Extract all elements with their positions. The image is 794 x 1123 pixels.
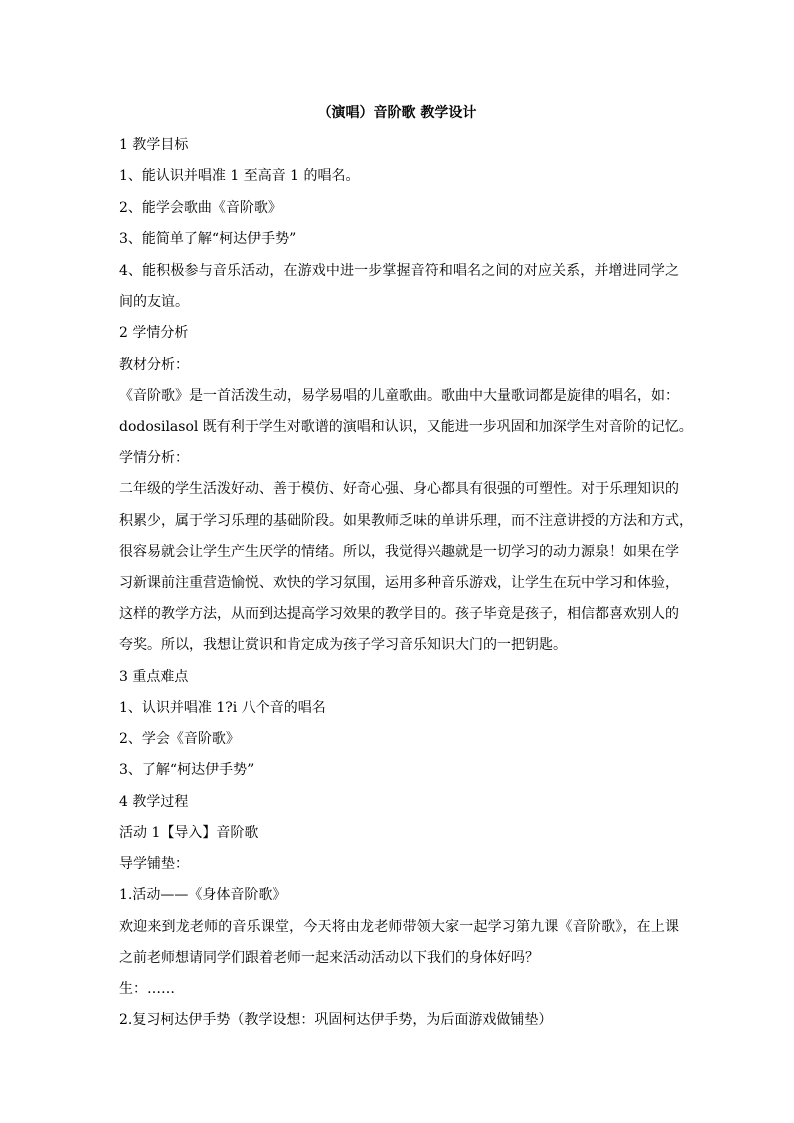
- section-heading-key-points: 3 重点难点: [119, 669, 189, 685]
- activity-step-1: 1.活动——《身体音阶歌》: [119, 887, 287, 903]
- student-analysis-text: 二年级的学生活泼好动、善于模仿、好奇心强、身心都具有很强的可塑性。对于乐理知识的: [119, 481, 679, 497]
- key-point-item-2: 2、学会《音阶歌》: [119, 731, 240, 747]
- teacher-speech-text: 欢迎来到龙老师的音乐课堂，今天将由龙老师带领大家一起学习第九课《音阶歌》，在上课: [119, 919, 679, 935]
- student-analysis-text: 习新课前注重营造愉悦、欢快的学习氛围，运用多种音乐游戏，让学生在玩中学习和体验，: [119, 575, 679, 591]
- student-analysis-label: 学情分析：: [119, 450, 189, 466]
- objective-item-3: 3、能简单了解“柯达伊手势”: [119, 231, 297, 247]
- objective-item-4: 4、能积极参与音乐活动，在游戏中进一步掌握音符和唱名之间的对应关系，并增进同学之: [119, 263, 679, 279]
- section-heading-analysis: 2 学情分析: [119, 325, 189, 341]
- material-analysis-text: dodosilasol 既有利于学生对歌谱的演唱和认识，又能进一步巩固和加深学生对音阶的记忆。: [119, 419, 693, 435]
- objective-item-4-continued: 间的友谊。: [119, 294, 189, 310]
- teacher-speech-text: 之前老师想请同学们跟着老师一起来活动活动以下我们的身体好吗？: [119, 950, 539, 966]
- guide-label: 导学铺垫：: [119, 856, 189, 872]
- material-analysis-text: 《音阶歌》是一首活泼生动，易学易唱的儿童歌曲。歌曲中大量歌词都是旋律的唱名，如：: [119, 388, 679, 404]
- document-title: （演唱）音阶歌 教学设计: [317, 105, 477, 121]
- student-analysis-text: 这样的教学方法，从而到达提高学习效果的教学目的。孩子毕竟是孩子，相信都喜欢别人的: [119, 606, 679, 622]
- student-analysis-text: 很容易就会让学生产生厌学的情绪。所以，我觉得兴趣就是一切学习的动力源泉！如果在学: [119, 544, 679, 560]
- activity-heading: 活动 1【导入】音阶歌: [119, 825, 259, 841]
- student-analysis-text: 夸奖。所以，我想让赏识和肯定成为孩子学习音乐知识大门的一把钥匙。: [119, 637, 567, 653]
- key-point-item-3: 3、了解“柯达伊手势”: [119, 762, 255, 778]
- material-analysis-label: 教材分析：: [119, 357, 189, 373]
- key-point-item-1: 1、认识并唱准 1?i 八个音的唱名: [119, 700, 326, 716]
- student-response: 生：……: [119, 981, 175, 997]
- objective-item-2: 2、能学会歌曲《音阶歌》: [119, 200, 282, 216]
- student-analysis-text: 积累少，属于学习乐理的基础阶段。如果教师乏味的单讲乐理，而不注意讲授的方法和方式，: [119, 513, 693, 529]
- activity-step-2: 2.复习柯达伊手势（教学设想：巩固柯达伊手势，为后面游戏做铺垫）: [119, 1012, 553, 1028]
- objective-item-1: 1、能认识并唱准 1 至高音 1 的唱名。: [119, 168, 360, 184]
- section-heading-objectives: 1 教学目标: [119, 137, 189, 153]
- section-heading-process: 4 教学过程: [119, 794, 189, 810]
